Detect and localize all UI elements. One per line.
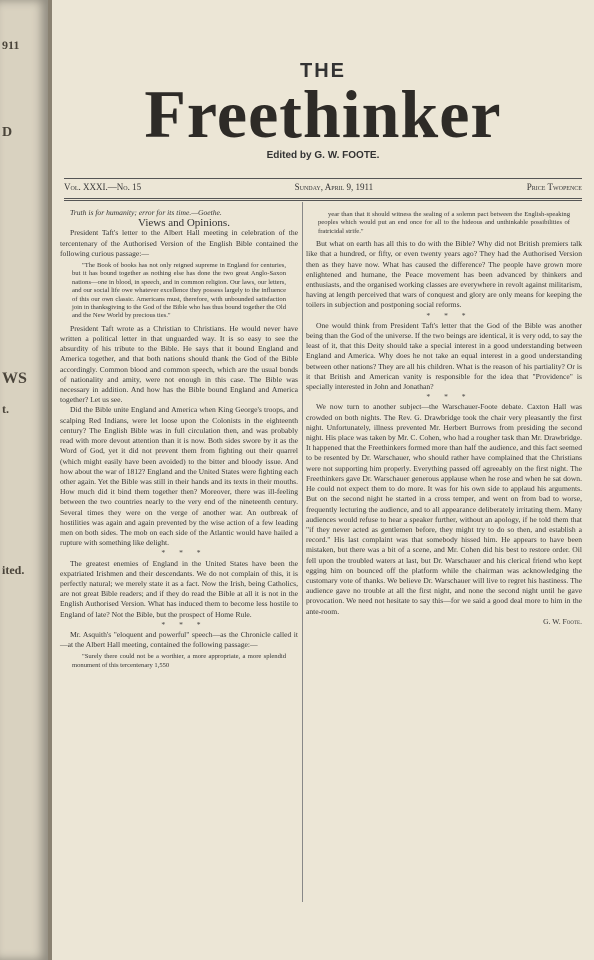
- previous-page-edge: [0, 0, 48, 960]
- section-break: * * *: [426, 392, 472, 402]
- paragraph: Did the Bible unite England and America when King George's troops, and scalping Red Indians, were let loose upon the Colonists in the eighteenth century? The English Bible was in full circulation then, and was probably read with more devout attention than it is now. Both sides swore by it as the Word of God, yet it did not prevent them from fighting out their quarrel (which might easily have been avoided) to the bitter and bloody issue. And how about the war of 1812? England and the United States were fighting each other again. Yet the Bible was still in their hands and its texts in their mouths. How much did it bind them together then? Moreover, there was ill-feeling between the two countries nearly to the very end of the nineteenth century. Several times they were on the verge of another war. An outbreak of hostilities was again and again prevented by the wise action of a few leading men on both sides. The mob on each side of the Atlantic would have hailed a rupture with something like delight.: [60, 405, 298, 548]
- signature: G. W. Foote.: [543, 616, 582, 626]
- paragraph: The greatest enemies of England in the United States have been the expatriated Irishmen and their descendants. We do not complain of this, it is perfectly natural; we merely state it as a fact. Now the Irish, being Catholics, are not great Bible readers; and if they do read the Bible at all it is not in the English Authorised Version. What has induced them to become less hostile to England of late? Not the Bible, but the prospect of Home Rule.: [60, 558, 298, 619]
- left-column: [60, 208, 298, 673]
- block-quote: "Surely there could not be a worthier, a more appropriate, a more splendid monument of this tercentenary 1,550: [72, 653, 286, 669]
- block-quote: year than that it should witness the sealing of a solemn pact between the English-speaking peoples which would put an end once for all to the hideous and unthinkable possibilities of fratricidal strife.": [318, 211, 570, 235]
- issue-info: [64, 182, 582, 198]
- paragraph: Mr. Asquith's "eloquent and powerful" speech—as the Chronicle called it—at the Albert Hall meeting, contained the following passage:—: [60, 629, 298, 650]
- masthead-title: Freethinker: [144, 76, 502, 152]
- volume-number: Vol. XXXI.—No. 15: [64, 182, 142, 192]
- paragraph: President Taft wrote as a Christian to Christians. He would never have written a political letter in that unguarded way. It is so easy to see the absurdity of his tribute to the Bible. He says that it bound England and America together, and that both nations should thank the God of the Bible accordingly. Common blood and common speech, which are the usual bonds of nationality and amity, were not enough in this case. The Bible was necessary in addition. And how has the Bible bound England and America together? Let us see.: [60, 323, 298, 405]
- paragraph: President Taft's letter to the Albert Hall meeting in celebration of the tercentenary of the Authorised Version of the English Bible contained the following curious passage:—: [60, 228, 298, 258]
- paragraph: We now turn to another subject—the Warschauer-Foote debate. Caxton Hall was crowded on both nights. The Rev. G. Drawbridge took the chair very pleasantly the first night. Unfortunately, illness prevented Mr. Herbert Burrows from presiding the second night. His place was taken by Mr. C. Cohen, who had a rougher task than Mr. Drawbridge. It happened that the Freethinkers formed more than half the audience, and this fact seemed to be resented by Dr. Warschauer, who should rather have complained that the Christians were not supporting him properly. Everything passed off agreeably on the first night. The Freethinkers gave Dr. Warschauer generous applause when he rose and when he sat down. He could not expect them to do more. It was for his own side to applaud his arguments. But on the second night he started in a cross temper, and went on from bad to worse, frequently lecturing the audience, and to all appearance deliberately irritating them. Many audiences would refuse to hear a speaker further, without an apology, if he told them that "if they never acted as gentlemen before, they might try to do so then, and establish a record." His last complaint was that somebody hissed him. He appears to have been mistaken, but there was a bit of a scene, and Mr. Cohen did his best to restore order. Oil fell upon the troubled waters at last, but Dr. Warschauer and his clerical friend who kept egging him on bounced off the platform while the chairman was acknowledging the customary vote of thanks. We believe Dr. Warschauer will live to regret his hastiness. The audience gave no trouble at all the first night, and none the second night until he gave provocation. We need not hesitate to say this—for we said a good deal more to him in the ante-room.: [306, 402, 582, 616]
- issue-price: Price Twopence: [526, 182, 582, 192]
- newspaper-page: [52, 0, 594, 960]
- edge-text: ited.: [2, 563, 25, 577]
- paragraph: One would think from President Taft's letter that the God of the Bible was another being than the God of the universe. If the two beings are identical, it is very odd, to say the least of it, that this Deity should take a special interest in a good understanding between England and America. Why does he not take an equal interest in a good understanding between other nations? They are all his children. What is the reason of his partiality? Or is it that British and American vanity is responsible for the idea that "Providence" is specially interested in John and Jonathan?: [306, 320, 582, 392]
- section-break: * * *: [426, 310, 472, 320]
- block-quote: "The Book of books has not only reigned supreme in England for centuries, but it has bound together as nothing else has done the two great Anglo-Saxon nations—one in blood, in speech, and in common religion. Our laws, our letters, and our social life owe whatever excellence they possess largely to the influence of this our own classic. Americans must, therefore, with unbounded satisfaction join in thanksgiving to the God of the Bible who has thus bound together the Old and the New World by precious ties.": [72, 262, 286, 320]
- edge-text: WS: [2, 370, 27, 387]
- column-divider: [302, 202, 303, 902]
- issue-date: Sunday, April 9, 1911: [294, 182, 374, 192]
- motto: Truth is for humanity; error for its time.—Goethe.: [70, 208, 222, 217]
- editor-line: Edited by G. W. FOOTE.: [266, 150, 380, 161]
- divider: [64, 198, 582, 199]
- edge-text: 911: [2, 38, 20, 52]
- section-break: * * *: [161, 619, 207, 629]
- right-column: [306, 208, 582, 627]
- paragraph: But what on earth has all this to do with the Bible? Why did not British premiers talk like that a hundred, or fifty, or even twenty years ago? They had the Authorised Version then as they have now. What has caused the difference? The people have grown more enlightened and humane, the Peace movement has been advanced by thinkers and enthusiasts, and the organised working classes are everywhere in revolt against militarism, having at length perceived that wars of conquest and glory are only means for keeping the toilers in subjection and postponing social reforms.: [306, 239, 582, 310]
- divider: [64, 178, 582, 179]
- edge-text: D: [2, 125, 13, 140]
- masthead-the: THE: [300, 60, 346, 82]
- edge-text: t.: [2, 402, 9, 416]
- divider: [64, 200, 582, 201]
- section-break: * * *: [161, 548, 207, 558]
- section-title: Views and Opinions.: [138, 217, 230, 230]
